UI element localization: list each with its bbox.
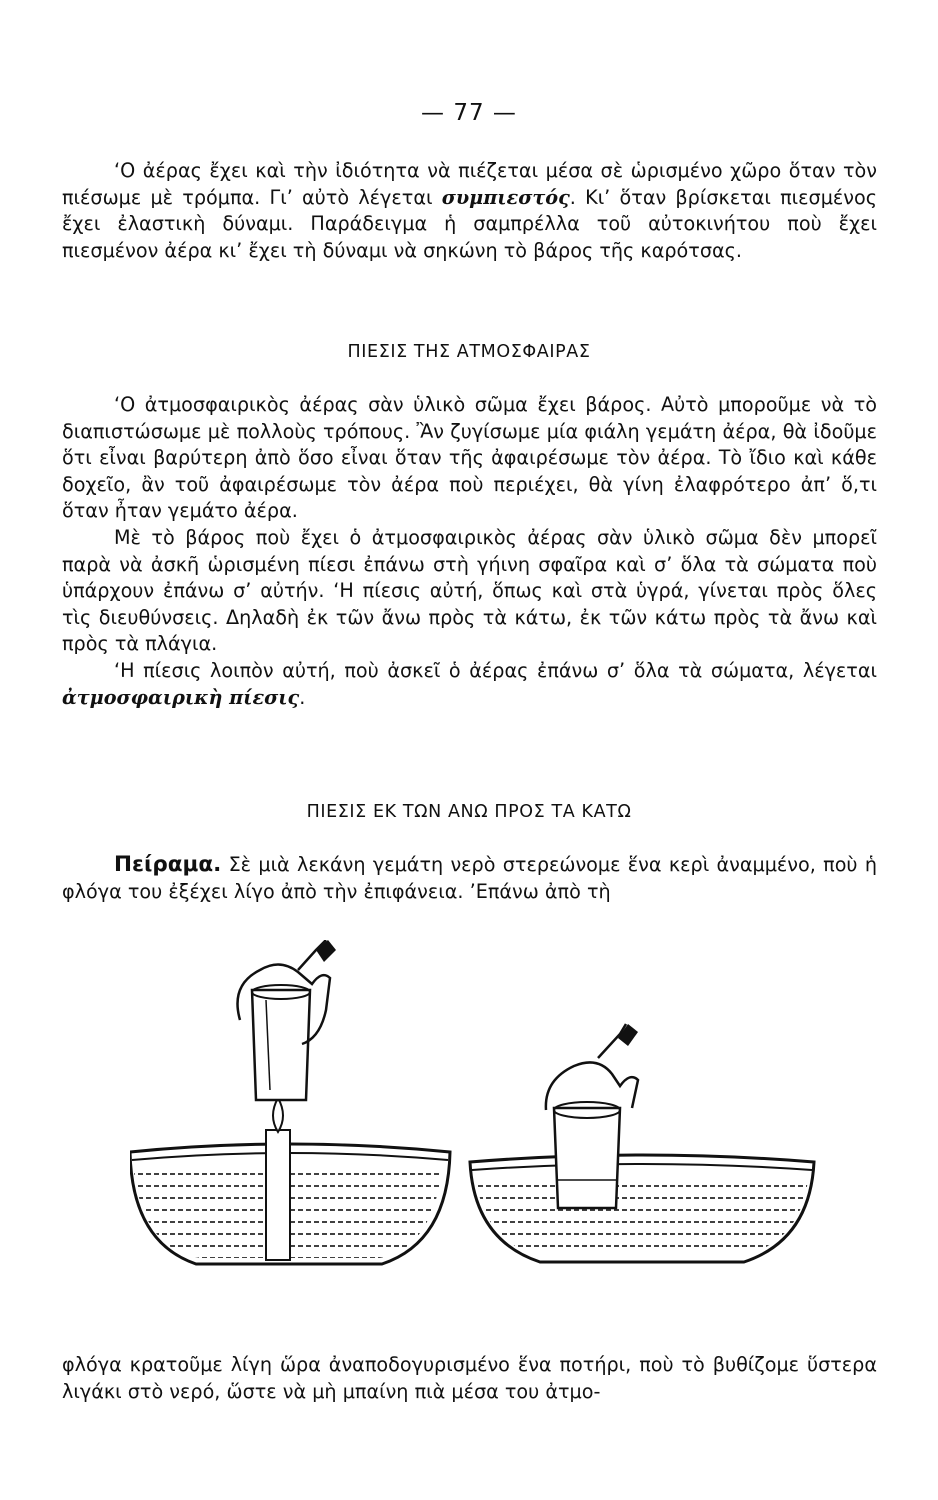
section1-paragraph-2: Μὲ τὸ βάρος ποὺ ἔχει ὁ ἀτμοσφαιρικὸς ἀέρας σὰν ὑλικὸ σῶμα δὲν μπορεῖ παρὰ νὰ ἀσκῆ ὡρισμένη πίεσι ἐπάνω στὴ γήινη σφαῖρα καὶ σ’ ὅλα τὰ σώματα ποὺ ὑπάρχουν ἐπάνω σ’ αὐτήν. ‘Η πίεσις αὐτή, ὅπως καὶ στὰ ὑγρά, γίνεται πρὸς ὅλες τὶς διευθύνσεις. Δηλαδὴ ἐκ τῶν ἄνω πρὸς τὰ κάτω, ἐκ τῶν κάτω πρὸς τὰ ἄνω καὶ πρὸς τὰ πλάγια. <box>62 525 877 656</box>
section1-p3-text-b: . <box>299 685 306 709</box>
intro-text-b: . Κι’ ὅταν βρίσκεται πιεσμένος ἔχει ἐλαστικὴ δύναμι. Παράδειγμα ἡ σαμπρέλλα τοῦ αὐτοκινήτου ποὺ ἔχει πιεσμένον ἀέρα κι’ ἔχει τὴ δύναμι νὰ σηκώνη τὸ βάρος τῆς καρότσας. <box>62 185 877 262</box>
continuation-paragraph: φλόγα κρατοῦμε λίγη ὥρα ἀναποδογυρισμένο ἕνα ποτήρι, ποὺ τὸ βυθίζομε ὕστερα λιγάκι στὸ νερό, ὥστε νὰ μὴ μπαίνη πιὰ μέσα του ἀτμο- <box>62 1353 877 1403</box>
term-compressible: συμπιεστός <box>441 185 570 209</box>
intro-paragraph-block <box>62 158 877 264</box>
section-heading-atmosphere-pressure: ΠΙΕΣΙΣ ΤΗΣ ΑΤΜΟΣΦΑΙΡΑΣ <box>347 342 591 362</box>
left-basin-figure <box>130 940 450 1264</box>
left-glass <box>252 990 310 1100</box>
left-candle <box>266 1130 290 1260</box>
section1-paragraph-3 <box>62 658 877 711</box>
section1-paragraph-1: ‘Ο ἀτμοσφαιρικὸς ἀέρας σὰν ὑλικὸ σῶμα ἔχει βάρος. Αὐτὸ μποροῦμε νὰ τὸ διαπιστώσωμε μὲ πολλοὺς τρόπους. Ἂν ζυγίσωμε μία φιάλη γεμάτη ἀέρα, θὰ ἰδοῦμε ὅτι εἶναι βαρύτερη ἀπὸ ὅσο εἶναι ὅταν τῆς ἀφαιρέσωμε τὸν ἀέρα. Τὸ ἴδιο καὶ κάθε δοχεῖο, ἂν τοῦ ἀφαιρέσωμε τὸν ἀέρα ποὺ περιέχει, θὰ γίνη ἐλαφρότερο ἀπ’ ὅ,τι ὅταν ἦταν γεμάτο ἀέρα. <box>62 393 877 523</box>
right-glass <box>554 1108 620 1208</box>
experiment-illustration <box>130 940 830 1280</box>
intro-text-a: ‘Ο ἀέρας ἔχει καὶ τὴν ἰδιότητα νὰ πιέζεται μέσα σὲ ὡρισμένο χῶρο ὅταν τὸν πιέσωμε μὲ τρόμπα. Γι’ αὐτὸ λέγεται <box>62 159 877 209</box>
intro-paragraph <box>62 158 877 264</box>
experiment-lead: Πείραμα. <box>114 852 222 877</box>
continuation-paragraph-block <box>62 1352 877 1405</box>
right-basin-water <box>476 1180 808 1256</box>
section-heading-top-down-pressure: ΠΙΕΣΙΣ ΕΚ ΤΩΝ ΑΝΩ ΠΡΟΣ ΤΑ ΚΑΤΩ <box>306 802 632 822</box>
left-flame-icon <box>273 1098 283 1132</box>
section1-p3-text-a: ‘Η πίεσις λοιπὸν αὐτή, ποὺ ἀσκεῖ ὁ ἀέρας ἐπάνω σ’ ὅλα τὰ σώματα, λέγεται <box>114 658 877 682</box>
right-basin-figure <box>470 1024 814 1262</box>
experiment-paragraph <box>62 852 877 905</box>
experiment-text: Σὲ μιὰ λεκάνη γεμάτη νερὸ στερεώνομε ἕνα κερὶ ἀναμμένο, ποὺ ἡ φλόγα του ἐξέχει λίγο ἀπὸ τὴν ἐπιφάνεια. ’Επάνω ἀπὸ τὴ <box>62 853 877 903</box>
term-atmospheric-pressure: ἀτμοσφαιρικὴ πίεσις <box>62 685 300 709</box>
right-basin-rim <box>472 1164 812 1170</box>
page-number: — 77 — <box>421 100 517 126</box>
section1-paragraphs <box>62 392 877 711</box>
experiment-paragraph-block <box>62 852 877 905</box>
